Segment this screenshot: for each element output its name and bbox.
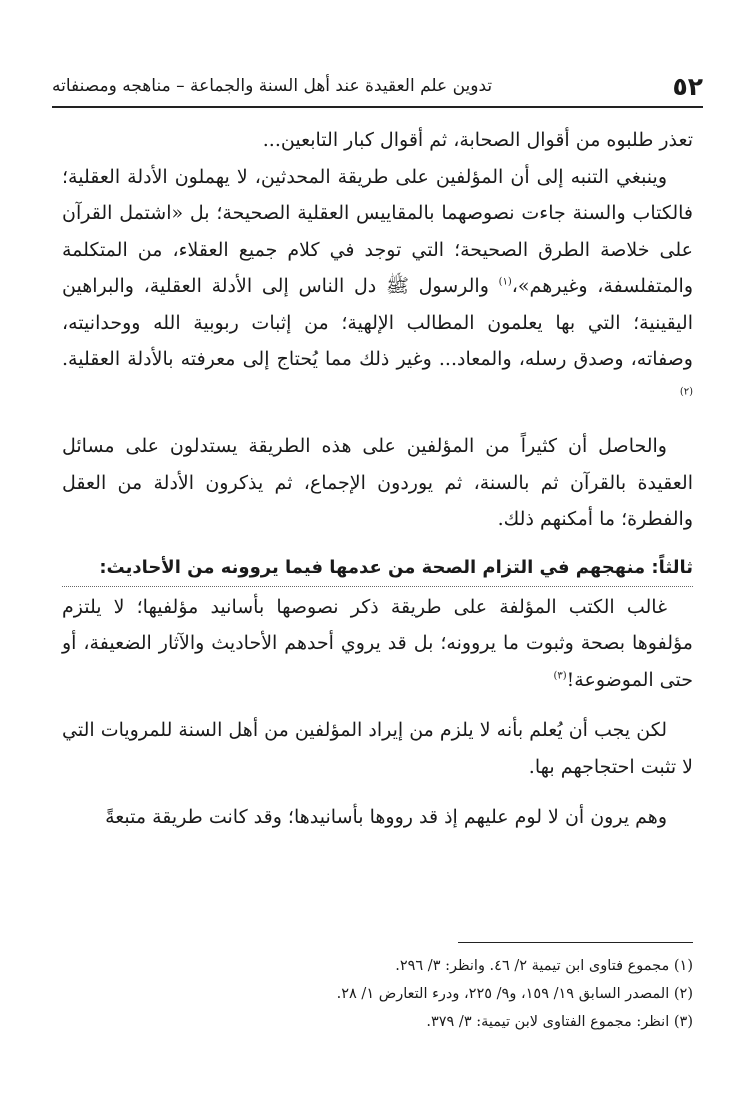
paragraph-2-part-b: والرسول ﷺ دل الناس إلى الأدلة العقلية، والبراهين اليقينية؛ التي بها يعلمون المطالب الإلهية؛ من إثبات ربوبية الله ووحدانيته، وصفاته، وصدق رسله، والمعاد... وغير ذلك مما يُحتاج إلى معرفته بالأدلة العقلية. <box>62 275 693 370</box>
footnote-1: (١) مجموع فتاوى ابن تيمية ٢/ ٤٦. وانظر: ٣/ ٢٩٦. <box>395 958 693 974</box>
main-text <box>62 122 693 836</box>
footnote-rule <box>458 942 693 943</box>
footnote-2: (٢) المصدر السابق ١٩/ ١٥٩، و٩/ ٢٢٥، ودرء التعارض ١/ ٢٨. <box>336 986 693 1002</box>
footnote-ref-3: (٣) <box>553 670 567 682</box>
header-rule <box>52 106 703 108</box>
section-heading-rule <box>62 586 693 587</box>
footnote-ref-2: (٢) <box>679 386 693 398</box>
paragraph-6: وهم يرون أن لا لوم عليهم إذ قد رووها بأسانيدها؛ وقد كانت طريقة متبعةً <box>105 806 667 828</box>
paragraph-2-part-a: وينبغي التنبه إلى أن المؤلفين على طريقة المحدثين، لا يهملون الأدلة العقلية؛ فالكتاب والسنة جاءت نصوصهما بالمقاييس العقلية الصحيحة؛ بل «اشتمل القرآن على خلاصة الطرق الصحيحة؛ التي توجد في كلام جميع العقلاء، من المتكلمة والمتفلسفة، وغيرهم»، <box>62 165 694 297</box>
footnote-3: (٣) انظر: مجموع الفتاوى لابن تيمية: ٣/ ٣٧٩. <box>426 1014 693 1030</box>
paragraph-4-text: غالب الكتب المؤلفة على طريقة ذكر نصوصها بأسانيد مؤلفيها؛ لا يلتزم مؤلفوها بصحة وثبوت ما يروونه؛ بل قد يروي أحدهم الأحاديث والآثار الضعيفة، أو حتى الموضوعة! <box>62 595 693 691</box>
paragraph-2 <box>62 159 693 415</box>
page-number: ٥٢ <box>672 71 703 101</box>
paragraph-1: تعذر طلبوه من أقوال الصحابة، ثم أقوال كبار التابعين... <box>262 129 693 151</box>
running-title: تدوين علم العقيدة عند أهل السنة والجماعة – مناهجه ومصنفاته <box>52 76 493 96</box>
section-heading: ثالثاً: منهجهم في التزام الصحة من عدمها فيما يروونه من الأحاديث: <box>99 556 693 578</box>
footnote-ref-1: (١) <box>498 276 512 288</box>
footnotes <box>62 952 693 1036</box>
paragraph-5: لكن يجب أن يُعلم بأنه لا يلزم من إيراد المؤلفين من أهل السنة للمرويات التي لا تثبت احتجاجهم بها. <box>62 719 693 778</box>
page-header <box>52 66 703 106</box>
paragraph-4 <box>62 589 693 699</box>
paragraph-3: والحاصل أن كثيراً من المؤلفين على هذه الطريقة يستدلون على مسائل العقيدة بالقرآن ثم بالسنة، ثم يوردون الإجماع، ثم يذكرون الأدلة من العقل والفطرة؛ ما أمكنهم ذلك. <box>62 435 693 530</box>
